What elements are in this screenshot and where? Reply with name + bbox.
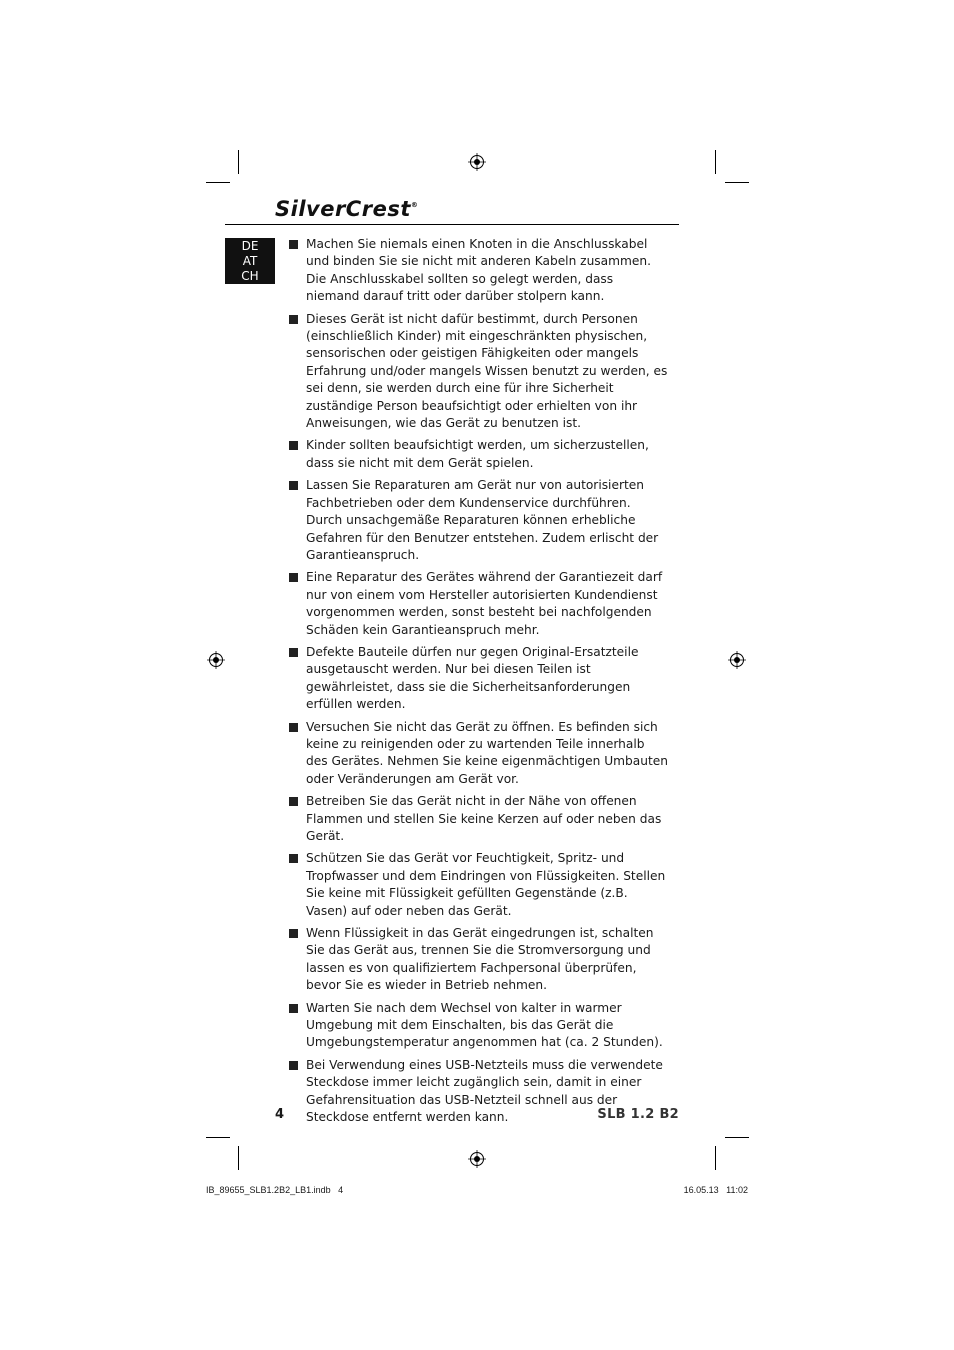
square-bullet-icon: [289, 1004, 298, 1013]
safety-instructions-list: [289, 236, 669, 1132]
list-item-text: Lassen Sie Reparaturen am Gerät nur von autorisierten Fachbetrieben oder dem Kundenservice durchführen. Durch unsachgemäße Reparaturen können erhebliche Gefahren für den Benutzer entstehen. Zudem erlischt der Garantieanspruch.: [306, 478, 659, 562]
list-item-text: Wenn Flüssigkeit in das Gerät eingedrungen ist, schalten Sie das Gerät aus, trennen Sie die Stromversorgung und lassen es von qualifiziertem Fachpersonal überprüfen, bevor Sie es wieder in Betrieb nehmen.: [306, 926, 654, 993]
square-bullet-icon: [289, 797, 298, 806]
crop-mark: [715, 150, 716, 174]
list-item: [289, 925, 669, 995]
registration-mark-icon: [728, 651, 746, 669]
square-bullet-icon: [289, 240, 298, 249]
brand-name: SilverCrest: [275, 197, 411, 221]
list-item-text: Bei Verwendung eines USB-Netzteils muss die verwendete Steckdose immer leicht zugänglich sein, damit in einer Gefahrensituation das USB-Netzteil schnell aus der Steckdose entfernt werden kann.: [306, 1057, 663, 1125]
list-item-text: Eine Reparatur des Gerätes während der Garantiezeit darf nur von einem vom Hersteller autorisierten Kundendienst vorgenommen werden, sonst besteht bei nachfolgenden Schäden kein Garantieanspruch mehr.: [306, 570, 663, 637]
square-bullet-icon: [289, 929, 298, 938]
square-bullet-icon: [289, 648, 298, 657]
crop-mark: [238, 150, 239, 174]
square-bullet-icon: [289, 1061, 298, 1070]
registration-mark-icon: [207, 651, 225, 669]
header-rule: [225, 224, 679, 225]
crop-mark: [725, 182, 749, 183]
language-code: CH: [241, 269, 259, 283]
list-item: [289, 644, 669, 714]
list-item-text: Betreiben Sie das Gerät nicht in der Nähe von offenen Flammen und stellen Sie keine Kerzen auf oder neben das Gerät.: [306, 794, 662, 843]
list-item: [289, 236, 669, 306]
square-bullet-icon: [289, 573, 298, 582]
crop-mark: [206, 182, 230, 183]
list-item: [289, 1000, 669, 1052]
registration-mark-icon: [468, 1150, 486, 1168]
square-bullet-icon: [289, 315, 298, 324]
list-item-text: Versuchen Sie nicht das Gerät zu öffnen. Es befinden sich keine zu reinigenden oder zu wartenden Teile innerhalb des Gerätes. Nehmen Sie keine eigenmächtigen Umbauten oder Veränderungen am Gerät vor.: [306, 719, 668, 786]
language-tab: [225, 238, 275, 284]
print-slug-file: IB_89655_SLB1.2B2_LB1.indb 4: [206, 1185, 344, 1195]
crop-mark: [238, 1146, 239, 1170]
page-number: 4: [275, 1107, 285, 1122]
list-item-text: Schützen Sie das Gerät vor Feuchtigkeit, Spritz- und Tropfwasser und dem Eindringen von Flüssigkeiten. Stellen Sie keine mit Flüssigkeit gefüllten Gegenstände (z.B. Vasen) auf oder neben das Gerät.: [306, 851, 666, 918]
registration-mark-icon: [468, 153, 486, 171]
language-code: DE: [241, 239, 259, 253]
square-bullet-icon: [289, 441, 298, 450]
list-item-text: Dieses Gerät ist nicht dafür bestimmt, durch Personen (einschließlich Kinder) mit eingeschränkten physischen, sensorischen oder geistigen Fähigkeiten oder mangels Erfahrung und/oder mangels Wissen benutzt zu werden, es sei denn, sie werden durch eine für ihre Sicherheit zuständige Person beaufsichtigt oder erhielten von ihr Anweisungen, wie das Gerät zu benutzen ist.: [306, 311, 668, 431]
list-item-text: Kinder sollten beaufsichtigt werden, um sicherzustellen, dass sie nicht mit dem Gerät spielen.: [306, 438, 649, 470]
print-slug-date: 16.05.13 11:02: [683, 1185, 748, 1195]
square-bullet-icon: [289, 481, 298, 490]
language-code: AT: [242, 254, 258, 268]
list-item: [289, 477, 669, 564]
list-item: [289, 719, 669, 789]
crop-mark: [715, 1146, 716, 1170]
square-bullet-icon: [289, 723, 298, 732]
list-item-text: Defekte Bauteile dürfen nur gegen Original-Ersatzteile ausgetauscht werden. Nur bei diesen Teilen ist gewährleistet, dass sie die Sicherheitsanforderungen erfüllen werden.: [306, 644, 639, 712]
list-item-text: Machen Sie niemals einen Knoten in die Anschlusskabel und binden Sie sie nicht mit anderen Kabeln zusammen. Die Anschlusskabel sollten so gelegt werden, dass niemand darauf tritt oder darüber stolpern kann.: [306, 237, 651, 304]
crop-mark: [206, 1137, 230, 1138]
list-item-text: Warten Sie nach dem Wechsel von kalter in warmer Umgebung mit dem Einschalten, bis das Gerät die Umgebungstemperatur angenommen hat (ca. 2 Stunden).: [306, 1000, 663, 1050]
list-item: [289, 793, 669, 845]
list-item: [289, 850, 669, 920]
list-item: [289, 437, 669, 472]
brand-logo: [275, 197, 418, 221]
list-item: [289, 569, 669, 639]
square-bullet-icon: [289, 854, 298, 863]
model-number: SLB 1.2 B2: [597, 1107, 679, 1122]
crop-mark: [725, 1137, 749, 1138]
list-item: [289, 311, 669, 433]
registered-mark: ®: [410, 201, 419, 209]
